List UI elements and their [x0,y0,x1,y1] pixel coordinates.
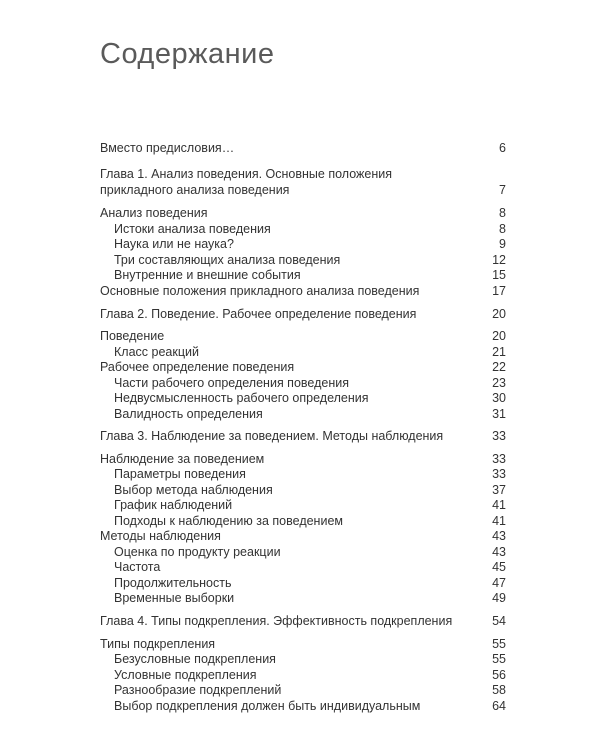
toc-entry [0,575,600,591]
toc-entry-title: Глава 2. Поведение. Рабочее определение поведения [100,307,417,321]
toc-entry-title: Продолжительность [114,576,232,590]
toc-entry [0,283,600,299]
toc-entry-page: 9 [499,237,506,251]
toc-entry-page: 43 [492,529,506,543]
toc-entry-title: Вместо предисловия… [100,141,235,155]
toc-entry-title: Временные выборки [114,591,235,605]
toc-entry-title: Оценка по продукту реакции [114,545,281,559]
toc-entry-title: Типы подкрепления [100,637,216,651]
toc-entry-title: Выбор подкрепления должен быть индивидуальным [114,699,421,713]
toc-entry [0,140,600,156]
toc-entry-page: 15 [492,268,506,282]
toc-entry [0,466,600,482]
toc-entry-title: Внутренние и внешние события [114,268,301,282]
toc-entry [0,236,600,252]
toc-entry-page: 23 [492,376,506,390]
toc-entry [0,482,600,498]
toc-entry-title: Поведение [100,329,165,343]
toc-entry [0,375,600,391]
toc-entry-title: Наблюдение за поведением [100,452,265,466]
toc-entry [0,359,600,375]
toc-entry-page: 58 [492,683,506,697]
toc-entry [0,344,600,360]
toc-entry [0,182,600,198]
toc-entry-page: 20 [492,307,506,321]
toc-entry-page: 31 [492,407,506,421]
toc-entry [0,205,600,221]
toc-entry [0,590,600,606]
toc-entry-title: Подходы к наблюдению за поведением [114,514,343,528]
toc-entry [0,651,600,667]
toc-entry [0,406,600,422]
toc-entry-page: 56 [492,668,506,682]
toc-entry [0,698,600,714]
toc-entry-page: 33 [492,429,506,443]
toc-entry-page: 6 [499,141,506,155]
toc-entry-title: Части рабочего определения поведения [114,376,349,390]
toc-entry-page: 20 [492,329,506,343]
toc-entry-page: 33 [492,467,506,481]
toc-entry-page: 45 [492,560,506,574]
toc-entry [0,166,600,182]
toc-entry-title: Методы наблюдения [100,529,221,543]
toc-entry [0,559,600,575]
toc-entry-title: Глава 1. Анализ поведения. Основные положения [100,167,392,181]
toc-entry [0,636,600,652]
toc-entry-page: 30 [492,391,506,405]
toc-entry [0,513,600,529]
toc-entry [0,667,600,683]
toc-entry-page: 64 [492,699,506,713]
toc-entry-title: Валидность определения [114,407,263,421]
toc-entry-page: 43 [492,545,506,559]
toc-entry [0,306,600,322]
toc-entry [0,252,600,268]
toc-entry [0,682,600,698]
toc-entry [0,428,600,444]
toc-entry [0,221,600,237]
toc-entry [0,613,600,629]
toc-entry-page: 47 [492,576,506,590]
toc-entry-title: Анализ поведения [100,206,208,220]
toc-entry-page: 22 [492,360,506,374]
toc-entry-title: Условные подкрепления [114,668,257,682]
toc-entry-page: 21 [492,345,506,359]
toc-entry [0,267,600,283]
toc-entry-title: Три составляющих анализа поведения [114,253,341,267]
toc-entry-title: Параметры поведения [114,467,246,481]
toc-entry-title: Основные положения прикладного анализа поведения [100,284,420,298]
toc-entry [0,451,600,467]
toc-entry [0,328,600,344]
toc-entry-title: Частота [114,560,161,574]
toc-entry [0,528,600,544]
toc-entry-title: Истоки анализа поведения [114,222,271,236]
toc-entry-page: 54 [492,614,506,628]
toc-entry [0,544,600,560]
toc-entry [0,390,600,406]
toc-entry-title: Наука или не наука? [114,237,234,251]
toc-entry-page: 37 [492,483,506,497]
toc-entry-title: прикладного анализа поведения [100,183,290,197]
toc-entry-page: 7 [499,183,506,197]
toc-entry-title: Глава 3. Наблюдение за поведением. Методы наблюдения [100,429,444,443]
toc-entry-title: График наблюдений [114,498,233,512]
toc-entry-page: 41 [492,514,506,528]
toc-entry-title: Безусловные подкрепления [114,652,276,666]
page-title: Содержание [100,38,275,70]
toc-entry-title: Класс реакций [114,345,199,359]
toc-entry-page: 17 [492,284,506,298]
toc-entry-title: Разнообразие подкреплений [114,683,282,697]
toc-entry-page: 8 [499,206,506,220]
toc-entry-title: Выбор метода наблюдения [114,483,273,497]
toc-entry-title: Рабочее определение поведения [100,360,295,374]
toc-entry-title: Глава 4. Типы подкрепления. Эффективность подкрепления [100,614,453,628]
toc-entry-page: 55 [492,637,506,651]
toc-entry-title: Недвусмысленность рабочего определения [114,391,369,405]
toc-entry-page: 55 [492,652,506,666]
toc-entry-page: 8 [499,222,506,236]
toc-entry-page: 49 [492,591,506,605]
toc-entry-page: 33 [492,452,506,466]
toc-entry-page: 12 [492,253,506,267]
toc-entry [0,497,600,513]
toc-entry-page: 41 [492,498,506,512]
